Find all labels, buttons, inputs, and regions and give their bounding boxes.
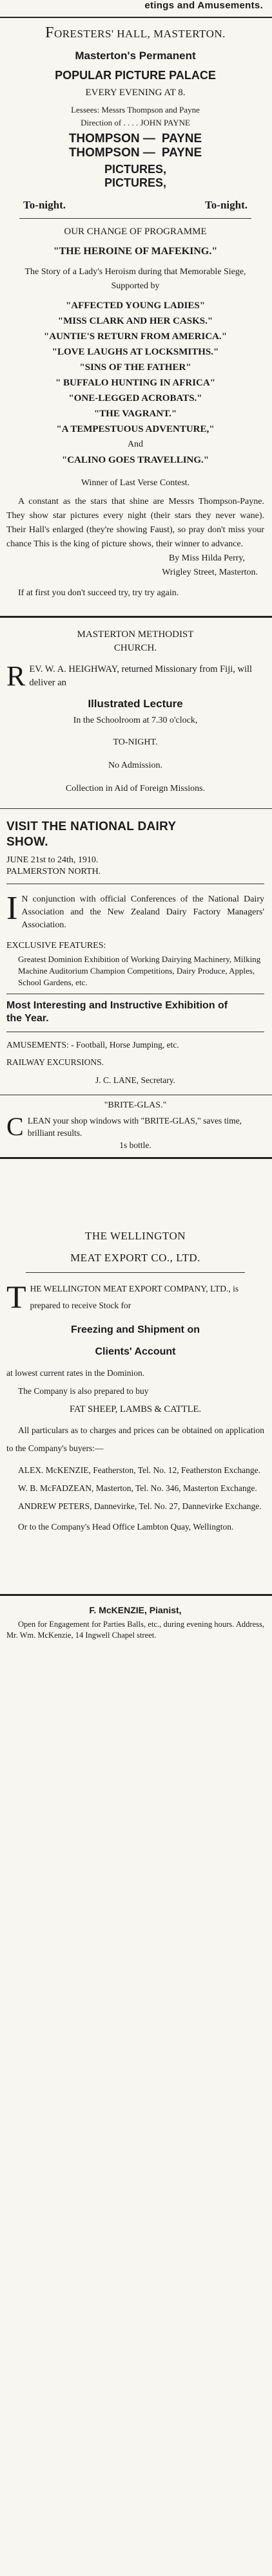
rates-line: at lowest current rates in the Dominion. bbox=[6, 1368, 145, 1378]
freezing-line: Freezing and Shipment on bbox=[70, 1324, 200, 1335]
lessees-line: Lessees: Messrs Thompson and Payne bbox=[71, 105, 200, 115]
thompson-block bbox=[69, 132, 155, 160]
permanent-line: Masterton's Permanent bbox=[75, 50, 196, 62]
contest-line: Winner of Last Verse Contest. bbox=[81, 478, 190, 488]
divider bbox=[26, 1272, 245, 1273]
tonight-left: To-night. bbox=[23, 199, 66, 211]
brite-glas-ad bbox=[0, 1095, 272, 1151]
dairy-title: VISIT THE NATIONAL DAIRY SHOW. bbox=[6, 820, 177, 849]
head-office-line: Or to the Company's Head Office Lambton Quay, Wellington. bbox=[18, 1522, 234, 1532]
dairy-show-ad bbox=[0, 809, 272, 1086]
payne-2: PAYNE bbox=[161, 146, 202, 160]
programme-item: The Story of a Lady's Heroism during that Memorable Siege, bbox=[24, 267, 246, 277]
programme-list bbox=[6, 244, 264, 468]
pianist-name: F. McKENZIE, Pianist, bbox=[89, 1605, 182, 1615]
dairy-conj-text: N conjunction with official Conferences of the National Dairy Association and the New Zealand Dairy Factory Managers' Association. bbox=[21, 894, 264, 930]
dairy-conj bbox=[6, 890, 264, 932]
divider bbox=[19, 218, 251, 219]
church-body bbox=[6, 660, 264, 692]
tonight-right: To-night. bbox=[205, 199, 248, 211]
dropcap: C bbox=[6, 1112, 24, 1141]
pianist-body: Open for Engagement for Parties Balls, etc., during evening hours. Address, Mr. Wm. McKenzie, 14 Ingwell Chapel street. bbox=[6, 1620, 264, 1640]
buy-line: The Company is also prepared to buy bbox=[18, 1386, 149, 1396]
programme-item: " BUFFALO HUNTING IN AFRICA" bbox=[55, 378, 216, 388]
buyer-entry: ANDREW PETERS, Dannevirke, Tel. No. 27, Dannevirke Exchange. bbox=[18, 1501, 262, 1511]
pictures-2: PICTURES, bbox=[104, 176, 166, 189]
methodist-church-notice bbox=[0, 618, 272, 794]
programme-item: "ONE-LEGGED ACROBATS." bbox=[68, 393, 202, 403]
payne-1: PAYNE bbox=[161, 132, 202, 145]
dropcap: T bbox=[6, 1279, 26, 1315]
clients-line: Clients' Account bbox=[95, 1346, 176, 1357]
features-text: Greatest Dominion Exhibition of Working Dairying Machinery, Milking Machine Auditorium Champion Competitions, Dairy Produce, Apples, School Gardens, etc. bbox=[18, 954, 261, 987]
tonight-row bbox=[6, 190, 264, 212]
wellington-meat-export-ad bbox=[0, 1159, 272, 1536]
venue-initial: F bbox=[45, 24, 54, 41]
features-label: EXCLUSIVE FEATURES: bbox=[6, 941, 106, 950]
amusements-line: AMUSEMENTS: - Football, Horse Jumping, etc. bbox=[6, 1040, 179, 1050]
thompson-2: THOMPSON — bbox=[68, 146, 155, 160]
particulars-line: All particulars as to charges and prices can be obtained on application to the Company's buyers:— bbox=[6, 1425, 264, 1453]
secretary-line: J. C. LANE, Secretary. bbox=[95, 1075, 175, 1085]
meat-intro bbox=[6, 1281, 264, 1314]
lecture-line: Illustrated Lecture bbox=[88, 698, 183, 710]
meat-intro-text: HE WELLINGTON MEAT EXPORT COMPANY, LTD., is prepared to receive Stock for bbox=[30, 1284, 239, 1310]
programme-item: "MISS CLARK AND HER CASKS." bbox=[57, 316, 213, 326]
thompson-1: THOMPSON — bbox=[68, 132, 155, 145]
brite-glas-text: LEAN your shop windows with "BRITE-GLAS," saves time, brilliant results. bbox=[27, 1116, 242, 1138]
church-title-2: CHURCH. bbox=[113, 643, 157, 653]
programme-item: Supported by bbox=[111, 281, 160, 291]
buyer-entry: ALEX. McKENZIE, Featherston, Tel. No. 12, Featherston Exchange. bbox=[18, 1465, 260, 1475]
pictures-1: PICTURES, bbox=[104, 163, 166, 176]
venue-line bbox=[6, 24, 264, 42]
pianist-ad bbox=[0, 1596, 272, 1641]
programme-item: "LOVE LAUGHS AT LOCKSMITHS." bbox=[52, 347, 219, 357]
byline-2: Wrigley Street, Masterton. bbox=[162, 568, 258, 577]
church-title-1: MASTERTON METHODIST bbox=[77, 629, 194, 640]
programme-item: "AUNTIE'S RETURN FROM AMERICA." bbox=[43, 331, 228, 342]
programme-item: "THE HEROINE OF MAFEKING." bbox=[53, 246, 218, 257]
programme-item: "THE VAGRANT." bbox=[93, 409, 177, 419]
evening-line: EVERY EVENING AT 8. bbox=[85, 88, 186, 98]
dropcap: I bbox=[6, 890, 18, 927]
palace-line: POPULAR PICTURE PALACE bbox=[55, 69, 216, 82]
brite-glas-price: 1s bottle. bbox=[119, 1140, 151, 1150]
location-line: In the Schoolroom at 7.30 o'clock, bbox=[73, 716, 198, 725]
dairy-place: PALMERSTON NORTH. bbox=[6, 867, 101, 876]
interesting-line: Most Interesting and Instructive Exhibition of the Year. bbox=[6, 1000, 228, 1024]
programme-item: "CALINO GOES TRAVELLING." bbox=[61, 455, 209, 465]
dropcap: R bbox=[6, 660, 26, 692]
programme-item: And bbox=[127, 440, 144, 449]
church-body-text: EV. W. A. HEIGHWAY, returned Missionary from Fiji, will deliver an bbox=[29, 664, 253, 688]
meat-title-2: MEAT EXPORT CO., LTD. bbox=[70, 1252, 200, 1264]
collection-line: Collection in Aid of Foreign Missions. bbox=[65, 784, 206, 793]
brite-glas-title: "BRITE-GLAS." bbox=[104, 1100, 167, 1110]
tonight-line: TO-NIGHT. bbox=[113, 737, 158, 747]
foresters-hall-ad bbox=[0, 18, 272, 600]
programme-item: "SINS OF THE FATHER" bbox=[79, 362, 191, 373]
admission-line: No Admission. bbox=[108, 761, 162, 770]
programme-item: "AFFECTED YOUNG LADIES" bbox=[65, 301, 206, 311]
buyer-entry: W. B. McFADZEAN, Masterton, Tel. No. 346, Masterton Exchange. bbox=[18, 1483, 257, 1493]
pictures-block bbox=[6, 163, 264, 190]
thompson-payne-banner bbox=[6, 132, 264, 160]
payne-block bbox=[162, 132, 202, 160]
dairy-dates: JUNE 21st to 24th, 1910. bbox=[6, 855, 99, 865]
brite-glas-body bbox=[6, 1112, 264, 1141]
byline-1: By Miss Hilda Perry, bbox=[168, 553, 245, 563]
section-header: etings and Amusements. bbox=[0, 0, 272, 18]
railway-line: RAILWAY EXCURSIONS. bbox=[6, 1057, 104, 1067]
meat-title-1: THE WELLINGTON bbox=[84, 1230, 186, 1242]
director-line: Direction of . . . . JOHN PAYNE bbox=[81, 118, 190, 127]
verse-paragraph: A constant as the stars that shine are Messrs Thompson-Payne. They show star pictures every night (their stars they never wane). Their Hall's enlarged (they're showing Faust), so pray don't miss your chance This is the king of picture shows, their winner to advance. bbox=[6, 497, 264, 549]
closing-line: If at first you don't succeed try, try try again. bbox=[18, 588, 179, 598]
buyers-list bbox=[6, 1461, 264, 1515]
venue-name: ORESTERS' HALL, MASTERTON. bbox=[53, 28, 226, 40]
programme-change: OUR CHANGE OF PROGRAMME bbox=[64, 227, 207, 237]
programme-item: "A TEMPESTUOUS ADVENTURE," bbox=[56, 424, 215, 434]
fat-sheep-line: FAT SHEEP, LAMBS & CATTLE. bbox=[69, 1404, 202, 1414]
